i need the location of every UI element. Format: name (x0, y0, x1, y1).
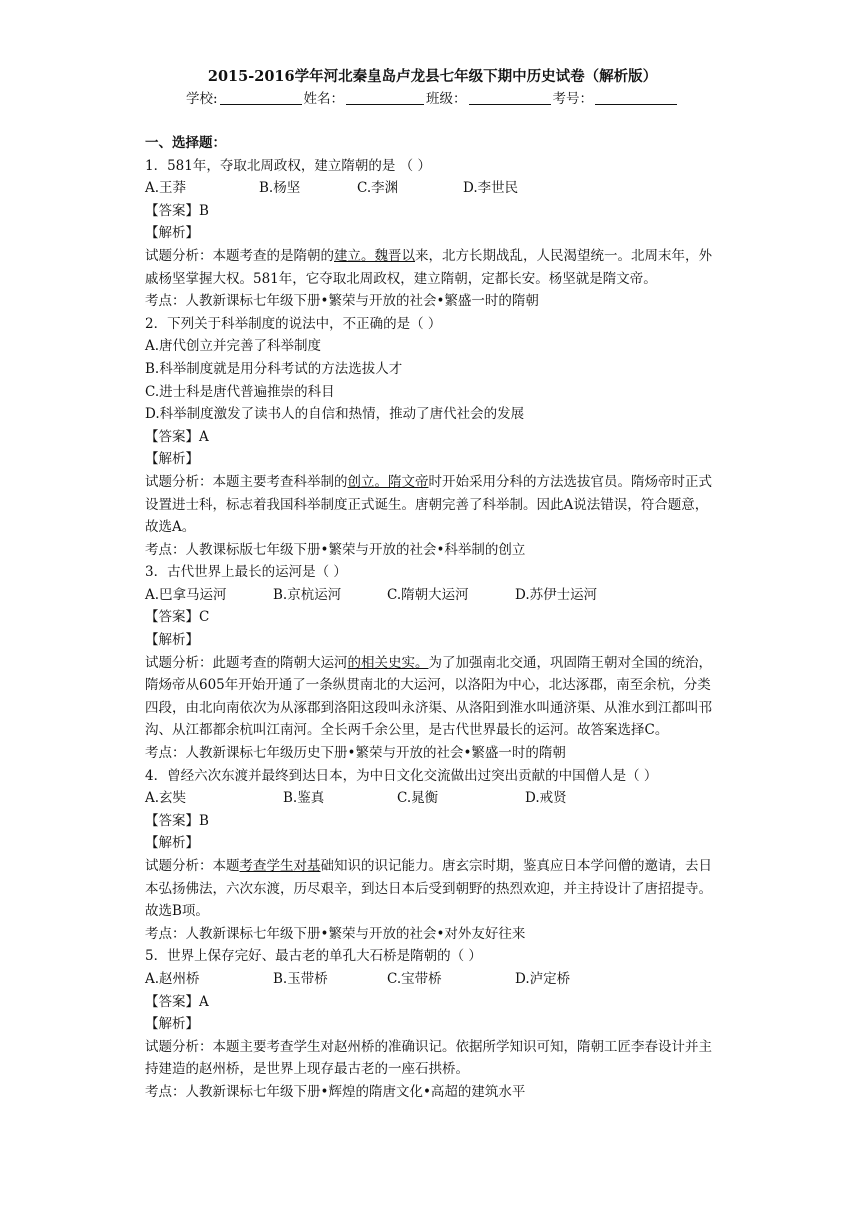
question-stem: 2．下列关于科举制度的说法中，不正确的是（ ） (145, 315, 442, 332)
analysis-label: 【解析】 (145, 225, 199, 242)
analysis-underlined: 考查学生对基 (239, 858, 321, 874)
option-d: D.泸定桥 (515, 970, 571, 987)
option-c: C.宝带桥 (387, 970, 442, 987)
question-4 (145, 765, 720, 946)
analysis-text: 试题分析：此题考查的隋朝大运河 (145, 654, 348, 671)
answer: 【答案】A (145, 993, 209, 1010)
option-d: D.戒贤 (525, 790, 567, 807)
analysis-underlined: 的相关史实。 (347, 654, 429, 671)
knowledge-point: 考点：人教新课标七年级下册•繁荣与开放的社会•对外友好往来 (145, 925, 526, 942)
answer: 【答案】A (145, 428, 209, 445)
option-a: A.赵州桥 (145, 970, 200, 987)
analysis-label: 【解析】 (145, 1016, 199, 1033)
analysis-text-cont: 时开始采用分科的方法选拔官员。隋炀帝时正式设置进士科，标志着我国科举制度正式诞生。唐朝完善了科举制。因此A说法错误，符合题意，故选A。 (145, 473, 712, 536)
analysis-text-cont: 础知识的识记能力。唐玄宗时期，鉴真应日本学问僧的邀请，去日本弘扬佛法，六次东渡，历尽艰辛，到达日本后受到朝野的热烈欢迎，并主持设计了唐招提寺。故选B项。 (145, 858, 712, 920)
class-label: 班级： (426, 91, 467, 107)
option-c: C.李渊 (357, 180, 399, 197)
question-options (145, 177, 720, 200)
name-label: 姓名： (303, 91, 345, 107)
analysis-text-cont: 来，北方长期战乱，人民渴望统一。北周末年，外戚杨坚掌握大权。581年，它夺取北周政权，建立隋朝，定都长安。杨坚就是隋文帝。 (145, 247, 712, 287)
analysis-label: 【解析】 (145, 451, 199, 468)
knowledge-point: 考点：人教课标版七年级下册•繁荣与开放的社会•科举制的创立 (145, 541, 526, 558)
option-a: A.巴拿马运河 (145, 586, 227, 603)
answer: 【答案】B (145, 812, 209, 829)
question-2 (145, 313, 720, 562)
answer: 【答案】C (145, 609, 210, 626)
option-c: C.进士科是唐代普遍推崇的科目 (145, 383, 335, 400)
name-blank[interactable] (346, 90, 424, 105)
option-b: B.科举制度就是用分科考试的方法选拔人才 (145, 360, 403, 377)
option-b: B.鉴真 (283, 790, 325, 807)
option-c: C.隋朝大运河 (387, 586, 469, 603)
option-d: D.苏伊士运河 (515, 586, 598, 603)
question-5 (145, 945, 720, 1103)
option-c: C.晁衡 (397, 790, 439, 807)
answer: 【答案】B (145, 202, 209, 219)
option-d: D.李世民 (463, 180, 519, 197)
knowledge-point: 考点：人教新课标七年级历史下册•繁荣与开放的社会•繁盛一时的隋朝 (145, 745, 566, 762)
question-stem: 1．581年，夺取北周政权，建立隋朝的是 （ ） (145, 157, 431, 174)
analysis (145, 855, 720, 923)
option-a: A.唐代创立并完善了科举制度 (145, 338, 322, 355)
question-stem: 3．古代世界上最长的运河是（ ） (145, 564, 347, 581)
number-blank[interactable] (595, 90, 677, 105)
analysis-underlined: 创立。隋文帝 (347, 473, 429, 490)
option-a: A.王莽 (145, 180, 187, 197)
analysis (145, 1036, 720, 1081)
analysis-text: 试题分析：本题主要考查学生对赵州桥的准确识记。依据所学知识可知，隋朝工匠李春设计并主持建造的赵州桥，是世界上现存最古老的一座石拱桥。 (145, 1038, 712, 1078)
class-blank[interactable] (469, 90, 551, 105)
option-d: D.科举制度激发了读书人的自信和热情，推动了唐代社会的发展 (145, 406, 525, 423)
question-options (145, 787, 720, 810)
option-a: A.玄奘 (145, 790, 187, 807)
analysis-label: 【解析】 (145, 632, 199, 649)
analysis-text: 试题分析：本题主要考查科举制的 (145, 473, 348, 490)
option-b: B.京杭运河 (273, 586, 342, 603)
school-label: 学校: (185, 91, 218, 107)
question-stem: 4．曾经六次东渡并最终到达日本，为中日文化交流做出过突出贡献的中国僧人是（ ） (145, 767, 658, 784)
analysis-text: 试题分析：本题考查的是隋朝的 (145, 247, 334, 264)
analysis (145, 652, 720, 742)
page-title: 2015-2016学年河北秦皇岛卢龙县七年级下期中历史试卷（解析版） (207, 68, 658, 85)
question-options (145, 968, 720, 991)
analysis-label: 【解析】 (145, 835, 199, 852)
section-title: 一、选择题： (145, 135, 226, 151)
analysis (145, 471, 720, 539)
student-info-line (145, 88, 720, 110)
analysis-underlined: 建立。魏晋以 (334, 247, 415, 264)
option-b: B.杨坚 (259, 180, 301, 197)
question-3 (145, 561, 720, 764)
knowledge-point: 考点：人教新课标七年级下册•辉煌的隋唐文化•高超的建筑水平 (145, 1083, 526, 1100)
option-b: B.玉带桥 (273, 970, 328, 987)
question-stem: 5．世界上保存完好、最古老的单孔大石桥是隋朝的（ ） (145, 948, 482, 965)
number-label: 考号： (552, 91, 594, 107)
exam-page (145, 66, 720, 1104)
analysis-text: 试题分析：本题 (145, 858, 240, 874)
knowledge-point: 考点：人教新课标七年级下册•繁荣与开放的社会•繁盛一时的隋朝 (145, 293, 539, 310)
analysis-text-cont: 为了加强南北交通，巩固隋王朝对全国的统治，隋炀帝从605年开始开通了一条纵贯南北的大运河，以洛阳为中心，北达涿郡，南至余杭，分类四段，由北向南依次为从涿郡到洛阳这段叫永济渠、从洛阳到淮水叫通济渠、从淮水到江都叫邗沟、从江都都余杭叫江南河。全长两千余公里，是古代世界最长的运河。故答案选择C。 (145, 654, 712, 739)
analysis (145, 245, 720, 290)
question-1 (145, 155, 720, 313)
school-blank[interactable] (220, 90, 302, 105)
question-options (145, 584, 720, 607)
